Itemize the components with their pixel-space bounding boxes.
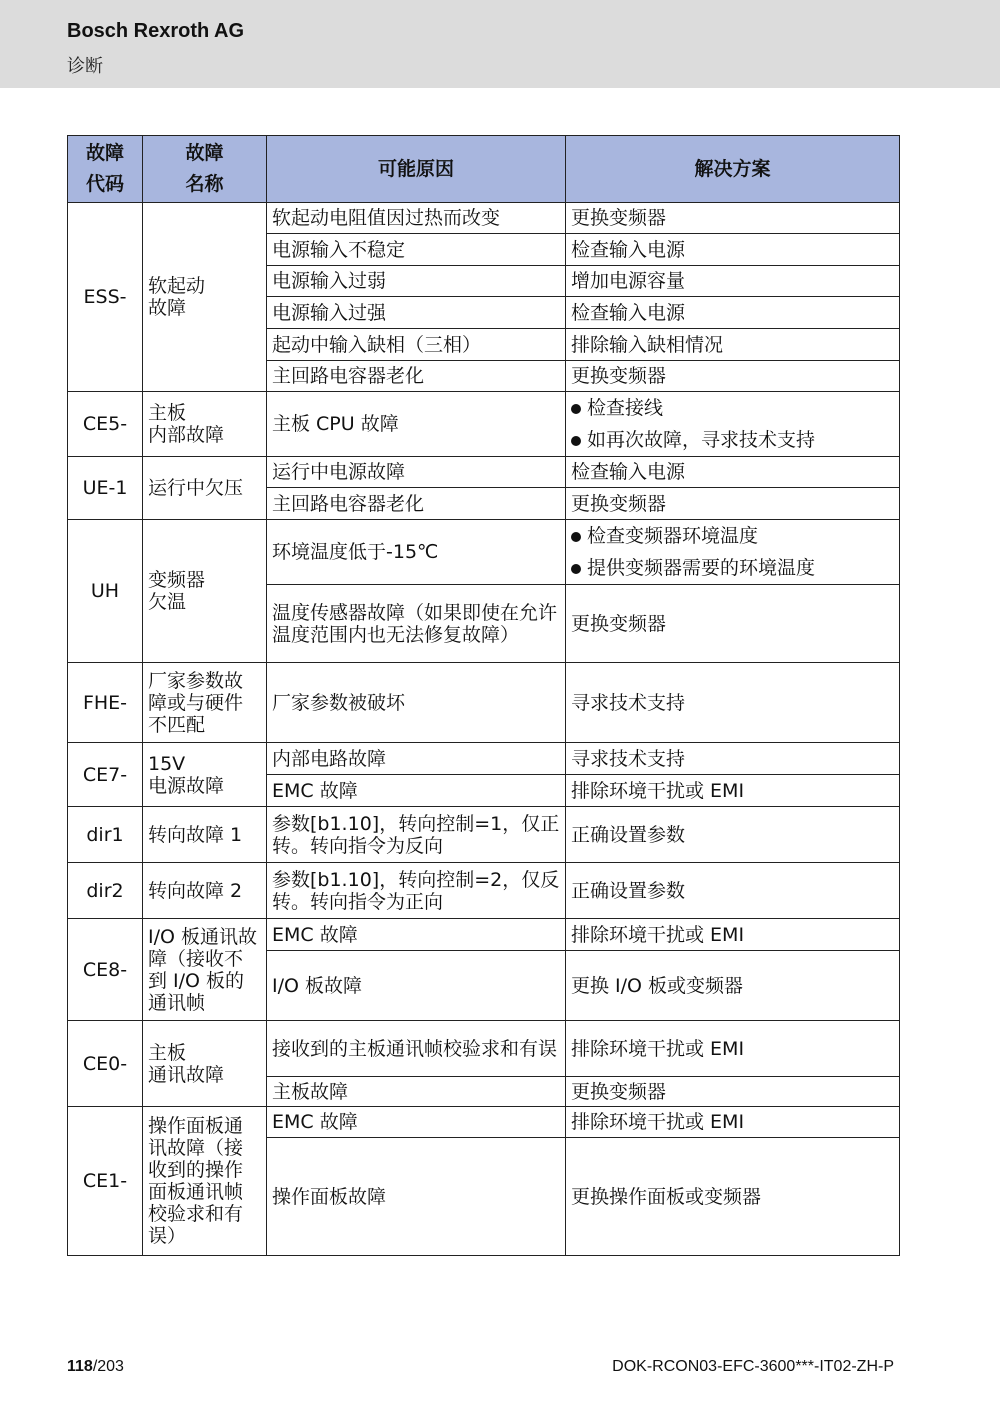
cause-cell: 软起动电阻值因过热而改变 (267, 203, 566, 234)
fault-name-line: 欠温 (148, 591, 187, 613)
table-row (68, 520, 900, 585)
cause-cell: 参数[b1.10]，转向控制=1，仅正转。转向指令为反向 (267, 807, 566, 863)
cause-cell: 厂家参数被破坏 (267, 663, 566, 743)
cause-cell: 环境温度低于-15℃ (267, 520, 566, 585)
fault-code-cell: dir1 (68, 807, 143, 863)
table-row (68, 457, 900, 488)
table-row (68, 1107, 900, 1138)
solution-text: 检查变频器环境温度 (587, 525, 759, 547)
solution-cell (566, 1021, 900, 1077)
table-row (68, 392, 900, 457)
solution-cell (566, 863, 900, 919)
fault-name-line: 操作面板通讯故障（接收到的操作面板通讯帧校验求和有误） (148, 1115, 244, 1247)
cause-cell: 主板 CPU 故障 (267, 392, 566, 457)
table-row (68, 919, 900, 951)
fault-code-cell: CE8- (68, 919, 143, 1021)
fault-code-cell: ESS- (68, 203, 143, 392)
solution-cell (566, 1138, 900, 1256)
header-fault-code (68, 136, 143, 203)
fault-name-line: 转向故障 1 (148, 823, 243, 846)
solution-cell (566, 775, 900, 807)
fault-name-line: I/O 板通讯故障（接收不到 I/O 板的通讯帧 (148, 925, 257, 1014)
fault-name-line: 电源故障 (148, 774, 225, 797)
solution-text: 检查接线 (587, 397, 664, 419)
page-header (0, 0, 1000, 88)
fault-code-cell: CE0- (68, 1021, 143, 1107)
fault-code-cell: UH (68, 520, 143, 663)
bullet-icon (571, 436, 581, 446)
cause-cell: 参数[b1.10]，转向控制=2，仅反转。转向指令为正向 (267, 863, 566, 919)
solution-text: 排除环境干扰或 EMI (571, 923, 745, 946)
solution-text: 正确设置参数 (571, 879, 686, 902)
cause-cell: 内部电路故障 (267, 743, 566, 775)
fault-name-line: 转向故障 2 (148, 879, 243, 902)
company-name: Bosch Rexroth AG (67, 20, 245, 42)
solution-cell (566, 488, 900, 520)
fault-name-cell (143, 743, 267, 807)
fault-name-cell (143, 863, 267, 919)
solution-cell (566, 361, 900, 392)
fault-code-cell: dir2 (68, 863, 143, 919)
fault-name-line: 变频器 (148, 569, 206, 591)
header-code-line1: 故障 (85, 142, 124, 164)
solution-text: 排除环境干扰或 EMI (571, 1111, 745, 1133)
bullet-icon (571, 532, 581, 542)
solution-cell (566, 234, 900, 266)
cause-cell: 主板故障 (267, 1077, 566, 1107)
page-total: /203 (92, 1358, 124, 1375)
solution-text: 如再次故障，寻求技术支持 (587, 429, 816, 451)
fault-code-cell: CE5- (68, 392, 143, 457)
bullet-icon (571, 404, 581, 414)
document-id: DOK-RCON03-EFC-3600***-IT02-ZH-P (612, 1358, 894, 1375)
solution-bullet-item (571, 552, 894, 584)
solution-cell (566, 807, 900, 863)
page-number (67, 1358, 124, 1376)
fault-table-body (68, 203, 900, 1256)
solution-cell (566, 520, 900, 585)
solution-cell (566, 919, 900, 951)
solution-cell (566, 457, 900, 488)
header-solution: 解决方案 (566, 136, 900, 203)
solution-text: 增加电源容量 (571, 270, 686, 292)
table-row (68, 1021, 900, 1077)
table-row (68, 807, 900, 863)
fault-code-cell: CE7- (68, 743, 143, 807)
solution-text: 更换变频器 (571, 207, 667, 229)
solution-text: 检查输入电源 (571, 238, 686, 261)
fault-name-cell (143, 392, 267, 457)
cause-cell: 电源输入过强 (267, 297, 566, 329)
fault-name-line: 内部故障 (148, 424, 225, 446)
table-row (68, 863, 900, 919)
cause-cell: 运行中电源故障 (267, 457, 566, 488)
cause-cell: 主回路电容器老化 (267, 361, 566, 392)
cause-cell: I/O 板故障 (267, 951, 566, 1021)
solution-cell (566, 951, 900, 1021)
fault-name-line: 主板 (148, 1041, 187, 1064)
fault-name-line: 15V (148, 752, 186, 775)
header-code-line2: 代码 (85, 173, 124, 195)
solution-text: 检查输入电源 (571, 301, 686, 324)
table-row (68, 203, 900, 234)
fault-name-line: 运行中欠压 (148, 477, 244, 499)
solution-bullet-item (571, 424, 894, 456)
fault-name-line: 故障 (148, 297, 187, 319)
cause-cell: 电源输入不稳定 (267, 234, 566, 266)
fault-name-line: 通讯故障 (148, 1063, 225, 1086)
solution-text: 排除环境干扰或 EMI (571, 779, 745, 802)
solution-text: 排除环境干扰或 EMI (571, 1037, 745, 1060)
cause-cell: 电源输入过弱 (267, 266, 566, 297)
header-fault-name (143, 136, 267, 203)
solution-cell (566, 1077, 900, 1107)
fault-code-cell: UE-1 (68, 457, 143, 520)
fault-name-line: 主板 (148, 402, 187, 424)
header-possible-cause: 可能原因 (267, 136, 566, 203)
fault-name-line: 软起动 (148, 275, 206, 297)
table-row (68, 743, 900, 775)
fault-code-cell: CE1- (68, 1107, 143, 1256)
solution-cell (566, 297, 900, 329)
solution-cell (566, 743, 900, 775)
fault-name-cell (143, 663, 267, 743)
cause-cell: 温度传感器故障（如果即使在允许温度范围内也无法修复故障） (267, 585, 566, 663)
header-name-line1: 故障 (185, 142, 224, 164)
solution-text: 更换变频器 (571, 1080, 667, 1103)
fault-name-cell (143, 807, 267, 863)
table-header-row (68, 136, 900, 203)
cause-cell: EMC 故障 (267, 1107, 566, 1138)
fault-name-cell (143, 520, 267, 663)
solution-text: 寻求技术支持 (571, 747, 686, 770)
solution-cell (566, 266, 900, 297)
cause-cell: EMC 故障 (267, 775, 566, 807)
solution-cell (566, 392, 900, 457)
fault-name-cell (143, 203, 267, 392)
solution-text: 提供变频器需要的环境温度 (587, 557, 816, 579)
solution-text: 排除输入缺相情况 (571, 333, 724, 356)
solution-text: 更换变频器 (571, 612, 667, 635)
table-row (68, 663, 900, 743)
solution-cell (566, 329, 900, 361)
fault-code-cell: FHE- (68, 663, 143, 743)
cause-cell: EMC 故障 (267, 919, 566, 951)
cause-cell: 主回路电容器老化 (267, 488, 566, 520)
solution-cell (566, 585, 900, 663)
cause-cell: 起动中输入缺相（三相） (267, 329, 566, 361)
solution-text: 寻求技术支持 (571, 691, 686, 714)
section-title: 诊断 (67, 56, 103, 77)
solution-cell (566, 663, 900, 743)
fault-name-cell (143, 919, 267, 1021)
solution-text: 更换变频器 (571, 492, 667, 515)
fault-name-cell (143, 1021, 267, 1107)
solution-cell (566, 1107, 900, 1138)
fault-table (67, 135, 900, 1256)
cause-cell: 接收到的主板通讯帧校验求和有误 (267, 1021, 566, 1077)
page-current: 118 (67, 1358, 93, 1375)
solution-cell (566, 203, 900, 234)
fault-name-cell (143, 1107, 267, 1256)
solution-text: 检查输入电源 (571, 461, 686, 483)
solution-text: 更换操作面板或变频器 (571, 1185, 762, 1208)
fault-name-line: 厂家参数故障或与硬件不匹配 (148, 669, 244, 736)
solution-text: 更换变频器 (571, 365, 667, 387)
cause-cell: 操作面板故障 (267, 1138, 566, 1256)
bullet-icon (571, 564, 581, 574)
solution-bullet-item (571, 392, 894, 424)
solution-text: 正确设置参数 (571, 823, 686, 846)
fault-name-cell (143, 457, 267, 520)
solution-bullet-item (571, 520, 894, 552)
solution-text: 更换 I/O 板或变频器 (571, 974, 744, 997)
header-name-line2: 名称 (185, 173, 224, 195)
